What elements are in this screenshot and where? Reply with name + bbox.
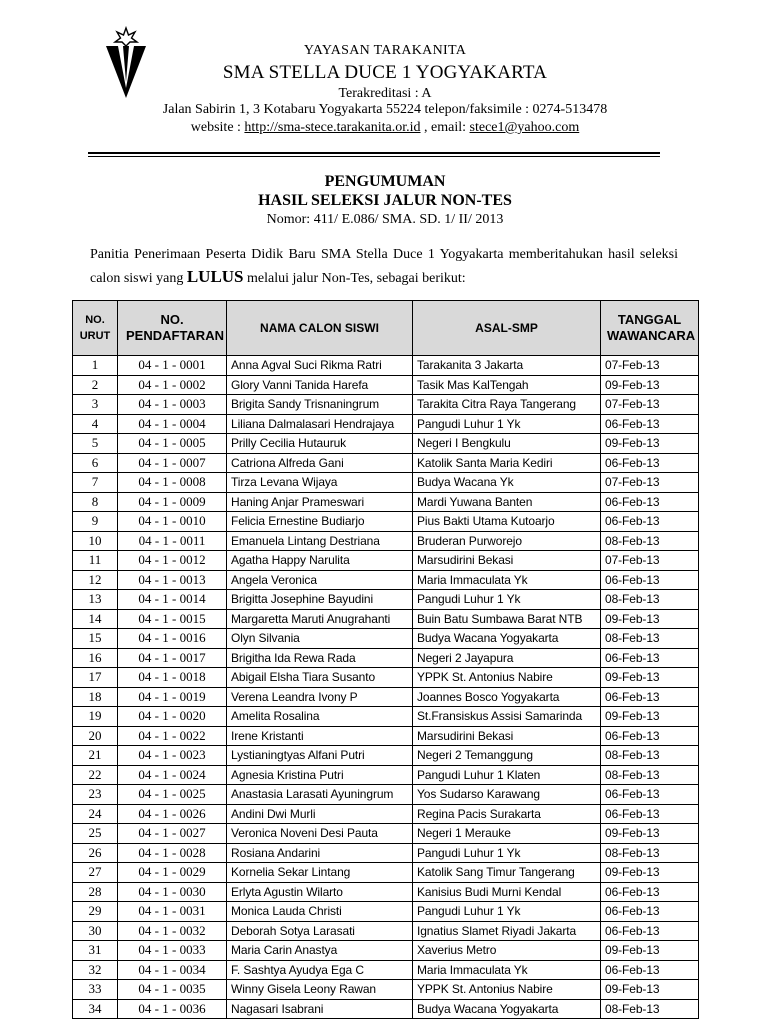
table-header-row (73, 301, 699, 356)
table-row (73, 668, 699, 688)
announcement-title: PENGUMUMAN (324, 173, 446, 190)
interview-date: 06-Feb-13 (601, 804, 699, 824)
table-row (73, 629, 699, 649)
table-row (73, 824, 699, 844)
registration-number: 04 - 1 - 0002 (118, 375, 227, 395)
row-number: 12 (73, 570, 118, 590)
student-name: Brigitha Ida Rewa Rada (227, 648, 413, 668)
results-table (72, 300, 699, 1019)
student-name: Agnesia Kristina Putri (227, 765, 413, 785)
registration-number: 04 - 1 - 0033 (118, 941, 227, 961)
table-row (73, 941, 699, 961)
website-link[interactable]: http://sma-stece.tarakanita.or.id (244, 120, 421, 135)
origin-school: Pangudi Luhur 1 Klaten (413, 765, 601, 785)
student-name: Winny Gisela Leony Rawan (227, 980, 413, 1000)
row-number: 11 (73, 551, 118, 571)
interview-date: 06-Feb-13 (601, 902, 699, 922)
origin-school: Katolik Sang Timur Tangerang (413, 863, 601, 883)
table-row (73, 590, 699, 610)
origin-school: Marsudirini Bekasi (413, 551, 601, 571)
student-name: Erlyta Agustin Wilarto (227, 882, 413, 902)
student-name: Abigail Elsha Tiara Susanto (227, 668, 413, 688)
table-row (73, 648, 699, 668)
origin-school: Ignatius Slamet Riyadi Jakarta (413, 921, 601, 941)
table-row (73, 921, 699, 941)
registration-number: 04 - 1 - 0028 (118, 843, 227, 863)
origin-school: Kanisius Budi Murni Kendal (413, 882, 601, 902)
table-row (73, 999, 699, 1019)
origin-school: Negeri 2 Jayapura (413, 648, 601, 668)
website-prefix: website : (190, 120, 245, 135)
table-row (73, 512, 699, 532)
table-row (73, 492, 699, 512)
registration-number: 04 - 1 - 0011 (118, 531, 227, 551)
interview-date: 08-Feb-13 (601, 746, 699, 766)
interview-date: 06-Feb-13 (601, 512, 699, 532)
registration-number: 04 - 1 - 0034 (118, 960, 227, 980)
row-number: 28 (73, 882, 118, 902)
table-row (73, 902, 699, 922)
interview-date: 08-Feb-13 (601, 629, 699, 649)
email-prefix: , email: (420, 120, 470, 135)
student-name: Margaretta Maruti Anugrahanti (227, 609, 413, 629)
registration-number: 04 - 1 - 0022 (118, 726, 227, 746)
row-number: 2 (73, 375, 118, 395)
origin-school: YPPK St. Antonius Nabire (413, 668, 601, 688)
row-number: 30 (73, 921, 118, 941)
interview-date: 09-Feb-13 (601, 668, 699, 688)
row-number: 5 (73, 434, 118, 454)
origin-school: Pangudi Luhur 1 Yk (413, 843, 601, 863)
origin-school: Negeri 1 Merauke (413, 824, 601, 844)
origin-school: Budya Wacana Yk (413, 473, 601, 493)
registration-number: 04 - 1 - 0009 (118, 492, 227, 512)
col-header-no-urut: NO. URUT (73, 301, 118, 356)
row-number: 26 (73, 843, 118, 863)
origin-school: St.Fransiskus Assisi Samarinda (413, 707, 601, 727)
row-number: 27 (73, 863, 118, 883)
student-name: Andini Dwi Murli (227, 804, 413, 824)
intro-emphasis: LULUS (186, 267, 244, 286)
student-name: Brigitta Josephine Bayudini (227, 590, 413, 610)
interview-date: 06-Feb-13 (601, 570, 699, 590)
student-name: Glory Vanni Tanida Harefa (227, 375, 413, 395)
student-name: Agatha Happy Narulita (227, 551, 413, 571)
row-number: 25 (73, 824, 118, 844)
origin-school: Maria Immaculata Yk (413, 960, 601, 980)
interview-date: 06-Feb-13 (601, 726, 699, 746)
table-row (73, 375, 699, 395)
origin-school: Budya Wacana Yogyakarta (413, 999, 601, 1019)
registration-number: 04 - 1 - 0032 (118, 921, 227, 941)
interview-date: 07-Feb-13 (601, 356, 699, 376)
row-number: 4 (73, 414, 118, 434)
registration-number: 04 - 1 - 0018 (118, 668, 227, 688)
table-row (73, 804, 699, 824)
row-number: 17 (73, 668, 118, 688)
interview-date: 07-Feb-13 (601, 473, 699, 493)
interview-date: 06-Feb-13 (601, 414, 699, 434)
student-name: Felicia Ernestine Budiarjo (227, 512, 413, 532)
registration-number: 04 - 1 - 0001 (118, 356, 227, 376)
origin-school: Tarakita Citra Raya Tangerang (413, 395, 601, 415)
registration-number: 04 - 1 - 0013 (118, 570, 227, 590)
interview-date: 06-Feb-13 (601, 785, 699, 805)
registration-number: 04 - 1 - 0027 (118, 824, 227, 844)
registration-number: 04 - 1 - 0036 (118, 999, 227, 1019)
col-header-asal-smp: ASAL-SMP (413, 301, 601, 356)
row-number: 14 (73, 609, 118, 629)
col-header-tanggal: TANGGAL WAWANCARA (601, 301, 699, 356)
origin-school: Yos Sudarso Karawang (413, 785, 601, 805)
student-name: Monica Lauda Christi (227, 902, 413, 922)
row-number: 1 (73, 356, 118, 376)
student-name: Tirza Levana Wijaya (227, 473, 413, 493)
interview-date: 06-Feb-13 (601, 453, 699, 473)
registration-number: 04 - 1 - 0004 (118, 414, 227, 434)
table-row (73, 707, 699, 727)
foundation-name: YAYASAN TARAKANITA (303, 43, 467, 58)
table-row (73, 687, 699, 707)
origin-school: Pangudi Luhur 1 Yk (413, 590, 601, 610)
interview-date: 07-Feb-13 (601, 395, 699, 415)
origin-school: Xaverius Metro (413, 941, 601, 961)
interview-date: 09-Feb-13 (601, 863, 699, 883)
student-name: Anastasia Larasati Ayuningrum (227, 785, 413, 805)
table-row (73, 785, 699, 805)
registration-number: 04 - 1 - 0007 (118, 453, 227, 473)
interview-date: 09-Feb-13 (601, 375, 699, 395)
registration-number: 04 - 1 - 0010 (118, 512, 227, 532)
table-row (73, 531, 699, 551)
registration-number: 04 - 1 - 0020 (118, 707, 227, 727)
registration-number: 04 - 1 - 0026 (118, 804, 227, 824)
student-name: Nagasari Isabrani (227, 999, 413, 1019)
registration-number: 04 - 1 - 0029 (118, 863, 227, 883)
row-number: 21 (73, 746, 118, 766)
origin-school: Pius Bakti Utama Kutoarjo (413, 512, 601, 532)
header-divider-bottom (88, 156, 660, 157)
document-number: Nomor: 411/ E.086/ SMA. SD. 1/ II/ 2013 (266, 212, 504, 227)
origin-school: Bruderan Purworejo (413, 531, 601, 551)
row-number: 8 (73, 492, 118, 512)
interview-date: 06-Feb-13 (601, 921, 699, 941)
row-number: 33 (73, 980, 118, 1000)
student-name: Maria Carin Anastya (227, 941, 413, 961)
origin-school: Joannes Bosco Yogyakarta (413, 687, 601, 707)
row-number: 19 (73, 707, 118, 727)
row-number: 18 (73, 687, 118, 707)
row-number: 34 (73, 999, 118, 1019)
school-address: Jalan Sabirin 1, 3 Kotabaru Yogyakarta 55224 telepon/faksimile : 0274-513478 (162, 102, 608, 117)
origin-school: Buin Batu Sumbawa Barat NTB (413, 609, 601, 629)
row-number: 20 (73, 726, 118, 746)
registration-number: 04 - 1 - 0017 (118, 648, 227, 668)
table-row (73, 395, 699, 415)
registration-number: 04 - 1 - 0003 (118, 395, 227, 415)
accreditation: Terakreditasi : A (338, 86, 432, 101)
row-number: 6 (73, 453, 118, 473)
origin-school: Negeri 2 Temanggung (413, 746, 601, 766)
row-number: 22 (73, 765, 118, 785)
registration-number: 04 - 1 - 0015 (118, 609, 227, 629)
table-row (73, 960, 699, 980)
table-row (73, 570, 699, 590)
table-row (73, 882, 699, 902)
student-name: Verena Leandra Ivony P (227, 687, 413, 707)
table-row (73, 356, 699, 376)
student-name: Olyn Silvania (227, 629, 413, 649)
origin-school: Katolik Santa Maria Kediri (413, 453, 601, 473)
registration-number: 04 - 1 - 0019 (118, 687, 227, 707)
table-row (73, 765, 699, 785)
student-name: Liliana Dalmalasari Hendrajaya (227, 414, 413, 434)
row-number: 7 (73, 473, 118, 493)
col-header-no-pendaftaran: NO. PENDAFTARAN (118, 301, 227, 356)
registration-number: 04 - 1 - 0016 (118, 629, 227, 649)
table-row (73, 863, 699, 883)
interview-date: 09-Feb-13 (601, 824, 699, 844)
student-name: Veronica Noveni Desi Pauta (227, 824, 413, 844)
origin-school: Marsudirini Bekasi (413, 726, 601, 746)
row-number: 29 (73, 902, 118, 922)
registration-number: 04 - 1 - 0035 (118, 980, 227, 1000)
student-name: Lystianingtyas Alfani Putri (227, 746, 413, 766)
interview-date: 06-Feb-13 (601, 687, 699, 707)
registration-number: 04 - 1 - 0008 (118, 473, 227, 493)
contact-line (90, 121, 680, 135)
school-name: SMA STELLA DUCE 1 YOGYAKARTA (222, 62, 548, 83)
registration-number: 04 - 1 - 0025 (118, 785, 227, 805)
student-name: Kornelia Sekar Lintang (227, 863, 413, 883)
registration-number: 04 - 1 - 0030 (118, 882, 227, 902)
table-row (73, 726, 699, 746)
row-number: 13 (73, 590, 118, 610)
student-name: Amelita Rosalina (227, 707, 413, 727)
student-name: Rosiana Andarini (227, 843, 413, 863)
table-row (73, 473, 699, 493)
interview-date: 08-Feb-13 (601, 590, 699, 610)
student-name: F. Sashtya Ayudya Ega C (227, 960, 413, 980)
interview-date: 08-Feb-13 (601, 765, 699, 785)
table-row (73, 843, 699, 863)
origin-school: YPPK St. Antonius Nabire (413, 980, 601, 1000)
announcement-subtitle: HASIL SELEKSI JALUR NON-TES (258, 192, 512, 209)
registration-number: 04 - 1 - 0024 (118, 765, 227, 785)
intro-text: Panitia Penerimaan Peserta Didik Baru SMA Stella Duce 1 Yogyakarta memberitahukan hasil seleksi calon siswi yang (90, 247, 678, 286)
interview-date: 09-Feb-13 (601, 941, 699, 961)
interview-date: 06-Feb-13 (601, 492, 699, 512)
row-number: 10 (73, 531, 118, 551)
interview-date: 09-Feb-13 (601, 980, 699, 1000)
student-name: Brigita Sandy Trisnaningrum (227, 395, 413, 415)
email-link[interactable]: stece1@yahoo.com (469, 120, 580, 135)
interview-date: 08-Feb-13 (601, 531, 699, 551)
table-row (73, 609, 699, 629)
table-row (73, 551, 699, 571)
interview-date: 09-Feb-13 (601, 609, 699, 629)
origin-school: Tarakanita 3 Jakarta (413, 356, 601, 376)
origin-school: Maria Immaculata Yk (413, 570, 601, 590)
registration-number: 04 - 1 - 0031 (118, 902, 227, 922)
intro-text-end: melalui jalur Non-Tes, sebagai berikut: (243, 271, 466, 286)
origin-school: Negeri I Bengkulu (413, 434, 601, 454)
interview-date: 06-Feb-13 (601, 960, 699, 980)
interview-date: 06-Feb-13 (601, 648, 699, 668)
col-header-nama: NAMA CALON SISWI (227, 301, 413, 356)
origin-school: Pangudi Luhur 1 Yk (413, 414, 601, 434)
origin-school: Tasik Mas KalTengah (413, 375, 601, 395)
table-row (73, 434, 699, 454)
interview-date: 07-Feb-13 (601, 551, 699, 571)
row-number: 3 (73, 395, 118, 415)
row-number: 23 (73, 785, 118, 805)
table-row (73, 746, 699, 766)
row-number: 32 (73, 960, 118, 980)
student-name: Irene Kristanti (227, 726, 413, 746)
interview-date: 09-Feb-13 (601, 434, 699, 454)
origin-school: Pangudi Luhur 1 Yk (413, 902, 601, 922)
registration-number: 04 - 1 - 0023 (118, 746, 227, 766)
student-name: Deborah Sotya Larasati (227, 921, 413, 941)
student-name: Haning Anjar Prameswari (227, 492, 413, 512)
table-row (73, 414, 699, 434)
table-row (73, 453, 699, 473)
student-name: Emanuela Lintang Destriana (227, 531, 413, 551)
origin-school: Mardi Yuwana Banten (413, 492, 601, 512)
origin-school: Budya Wacana Yogyakarta (413, 629, 601, 649)
interview-date: 08-Feb-13 (601, 999, 699, 1019)
student-name: Catriona Alfreda Gani (227, 453, 413, 473)
table-row (73, 980, 699, 1000)
registration-number: 04 - 1 - 0014 (118, 590, 227, 610)
row-number: 9 (73, 512, 118, 532)
header-divider-top (88, 152, 660, 154)
student-name: Anna Agval Suci Rikma Ratri (227, 356, 413, 376)
interview-date: 08-Feb-13 (601, 843, 699, 863)
interview-date: 06-Feb-13 (601, 882, 699, 902)
origin-school: Regina Pacis Surakarta (413, 804, 601, 824)
row-number: 31 (73, 941, 118, 961)
registration-number: 04 - 1 - 0005 (118, 434, 227, 454)
registration-number: 04 - 1 - 0012 (118, 551, 227, 571)
student-name: Angela Veronica (227, 570, 413, 590)
row-number: 16 (73, 648, 118, 668)
intro-paragraph (90, 244, 678, 290)
row-number: 15 (73, 629, 118, 649)
interview-date: 09-Feb-13 (601, 707, 699, 727)
student-name: Prilly Cecilia Hutauruk (227, 434, 413, 454)
row-number: 24 (73, 804, 118, 824)
